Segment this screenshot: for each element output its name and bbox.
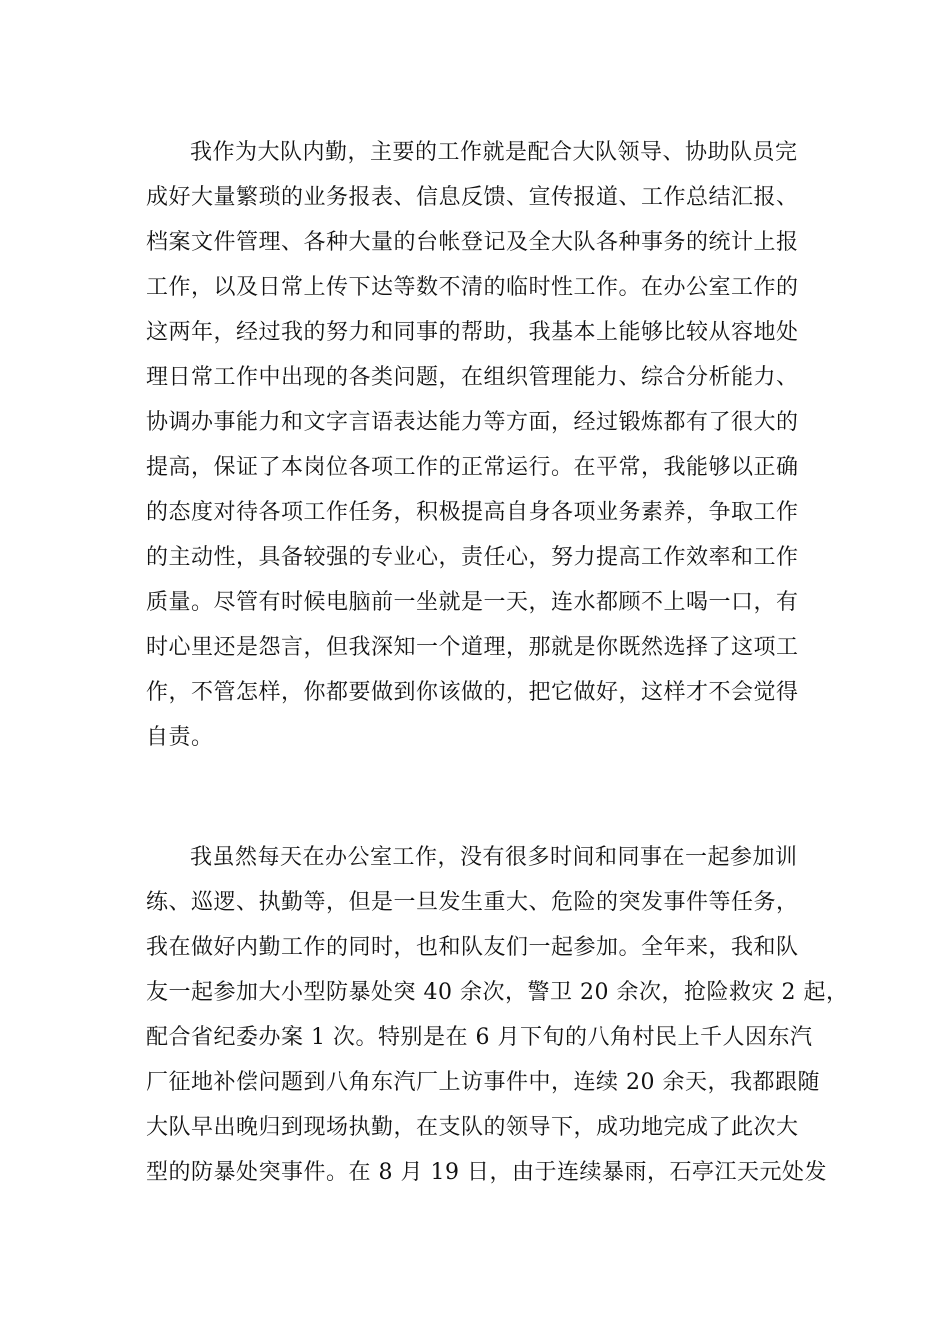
paragraph-line: 大队早出晚归到现场执勤，在支队的领导下，成功地完成了此次大 bbox=[146, 1115, 799, 1140]
paragraph-line: 理日常工作中出现的各类问题，在组织管理能力、综合分析能力、 bbox=[146, 365, 799, 390]
paragraph-line: 我在做好内勤工作的同时，也和队友们一起参加。全年来，我和队 bbox=[146, 935, 799, 960]
paragraph-1 bbox=[146, 130, 806, 760]
paragraph-line: 自责。 bbox=[146, 725, 214, 750]
paragraph-line: 工作，以及日常上传下达等数不清的临时性工作。在办公室工作的 bbox=[146, 275, 799, 300]
paragraph-line: 成好大量繁琐的业务报表、信息反馈、宣传报道、工作总结汇报、 bbox=[146, 185, 799, 210]
paragraph-line: 协调办事能力和文字言语表达能力等方面，经过锻炼都有了很大的 bbox=[146, 410, 799, 435]
paragraph-line: 配合省纪委办案 1 次。特别是在 6 月下旬的八角村民上千人因东汽 bbox=[146, 1025, 813, 1050]
paragraph-line: 的主动性，具备较强的专业心，责任心，努力提高工作效率和工作 bbox=[146, 545, 799, 570]
paragraph-line: 我虽然每天在办公室工作，没有很多时间和同事在一起参加训 bbox=[190, 845, 798, 870]
paragraph-line: 我作为大队内勤，主要的工作就是配合大队领导、协助队员完 bbox=[190, 140, 798, 165]
paragraph-2 bbox=[146, 835, 849, 1195]
paragraph-line: 友一起参加大小型防暴处突 40 余次，警卫 20 余次，抢险救灾 2 起， bbox=[146, 980, 849, 1005]
paragraph-line: 时心里还是怨言，但我深知一个道理，那就是你既然选择了这项工 bbox=[146, 635, 799, 660]
paragraph-line: 这两年，经过我的努力和同事的帮助，我基本上能够比较从容地处 bbox=[146, 320, 799, 345]
paragraph-line: 型的防暴处突事件。在 8 月 19 日，由于连续暴雨，石亭江天元处发 bbox=[146, 1160, 827, 1185]
paragraph-line: 作，不管怎样，你都要做到你该做的，把它做好，这样才不会觉得 bbox=[146, 680, 799, 705]
paragraph-line: 练、巡逻、执勤等，但是一旦发生重大、危险的突发事件等任务， bbox=[146, 890, 799, 915]
paragraph-line: 的态度对待各项工作任务，积极提高自身各项业务素养，争取工作 bbox=[146, 500, 799, 525]
paragraph-line: 档案文件管理、各种大量的台帐登记及全大队各种事务的统计上报 bbox=[146, 230, 799, 255]
paragraph-line: 质量。尽管有时候电脑前一坐就是一天，连水都顾不上喝一口，有 bbox=[146, 590, 799, 615]
paragraph-line: 提高，保证了本岗位各项工作的正常运行。在平常，我能够以正确 bbox=[146, 455, 799, 480]
paragraph-line: 厂征地补偿问题到八角东汽厂上访事件中，连续 20 余天，我都跟随 bbox=[146, 1070, 820, 1095]
